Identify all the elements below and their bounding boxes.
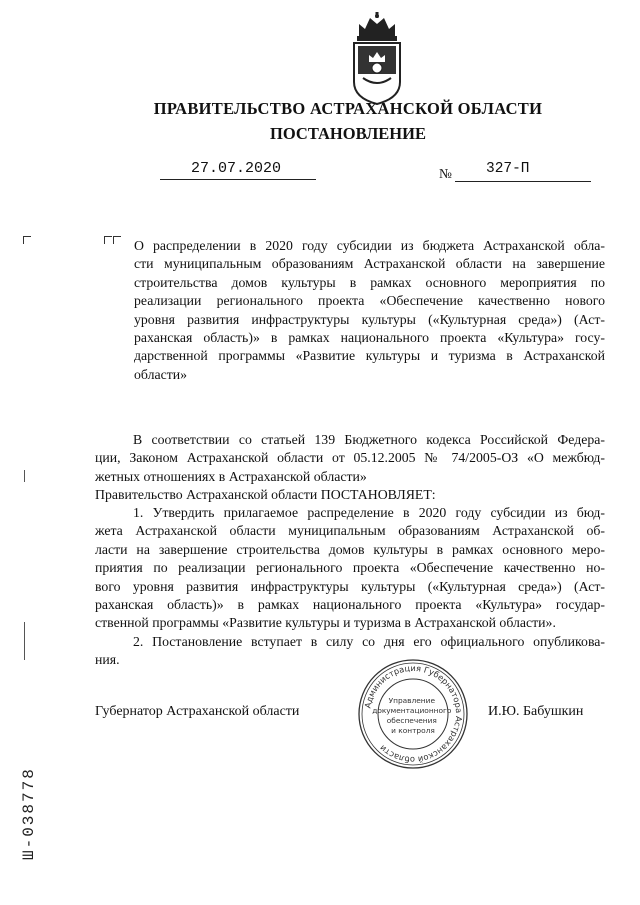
stamp-center-line: Управление [388,696,436,705]
title-line: области» [134,366,188,382]
item-1-line: жета Астраханской области муниципальным образованиям Астраханской об- [95,523,605,539]
item-1-line: приятия по реализации регионального проекта «Обеспечение качественно но- [95,560,605,576]
item-1-line: раханская область)» в рамках национального проекта «Культура» государ- [95,597,605,613]
preamble-line: жетных отношениях в Астраханской области» [95,468,367,484]
preamble-line: Правительство Астраханской области ПОСТАНОВЛЯЕТ: [95,487,436,503]
preamble [95,431,605,505]
stamp-ring-text: Администрация Губернатора Астраханской области [362,662,465,766]
title-line: О распределении в 2020 году субсидии из бюджета Астраханской обла- [134,238,605,253]
preamble-line: ции, Законом Астраханской области от 05.12.2005 № 74/2005-ОЗ «О межбюд- [95,450,605,466]
document-title [134,237,605,384]
item-2-line: 2. Постановление вступает в силу со дня его официального опубликова- [133,634,605,649]
document-date: 27.07.2020 [191,160,282,177]
svg-text:Управление документационно [372,696,454,735]
item-1-line: 1. Утвердить прилагаемое распределение в 2020 году субсидии из бюд- [133,505,605,520]
margin-tick [24,622,25,660]
title-line: строительства домов культуры в рамках основного мероприятия по [134,274,605,290]
authority-heading: ПРАВИТЕЛЬСТВО АСТРАХАНСКОЙ ОБЛАСТИ [153,99,543,118]
serial-text: Ш-038778 [20,767,38,860]
stamp-center-line: обеспечения [386,716,437,725]
title-line: дарственной программы «Развитие культуры и туризма в Астраханской [134,348,605,364]
document-type-heading: ПОСТАНОВЛЕНИЕ [270,124,426,143]
item-1-line: ственной программы «Развитие культуры и туризма в Астраханской области». [95,615,556,631]
number-underline [455,181,591,182]
coat-of-arms-emblem [349,12,405,106]
item-2-line: ния. [95,652,120,668]
margin-tick [24,470,25,482]
signatory-position: Губернатор Астраханской области [95,704,300,719]
corner-mark-right-a [104,236,112,244]
corner-mark-left [23,236,31,244]
stamp-center-line: и контроля [391,726,435,735]
corner-mark-right-b [113,236,121,244]
item-2 [95,633,605,670]
signatory-name: И.Ю. Бабушкин [488,704,584,719]
title-line: реализации регионального проекта «Обеспечение качественно нового [134,293,605,309]
item-1-line: вого уровня развития инфраструктуры культуры («Культурная среда») (Аст- [95,578,605,594]
document-number: 327-П [486,161,530,177]
title-line: уровня развития инфраструктуры культуры («Культурная среда») (Аст- [134,311,605,327]
title-line: сти муниципальным образованиям Астраханской области на завершение [134,256,605,272]
title-line: раханская область)» в рамках национального проекта «Культура» госу- [134,330,605,346]
stamp-center-line: документационного [372,706,452,715]
preamble-line: В соответствии со статьей 139 Бюджетного кодекса Российской Федера- [133,432,605,447]
side-serial-number [14,712,40,862]
official-stamp [357,658,469,770]
item-1-line: ласти на завершение строительства домов культуры в рамках основного меро- [95,541,605,557]
date-underline [160,179,316,180]
item-1 [95,504,605,633]
number-sign: № [439,166,452,181]
